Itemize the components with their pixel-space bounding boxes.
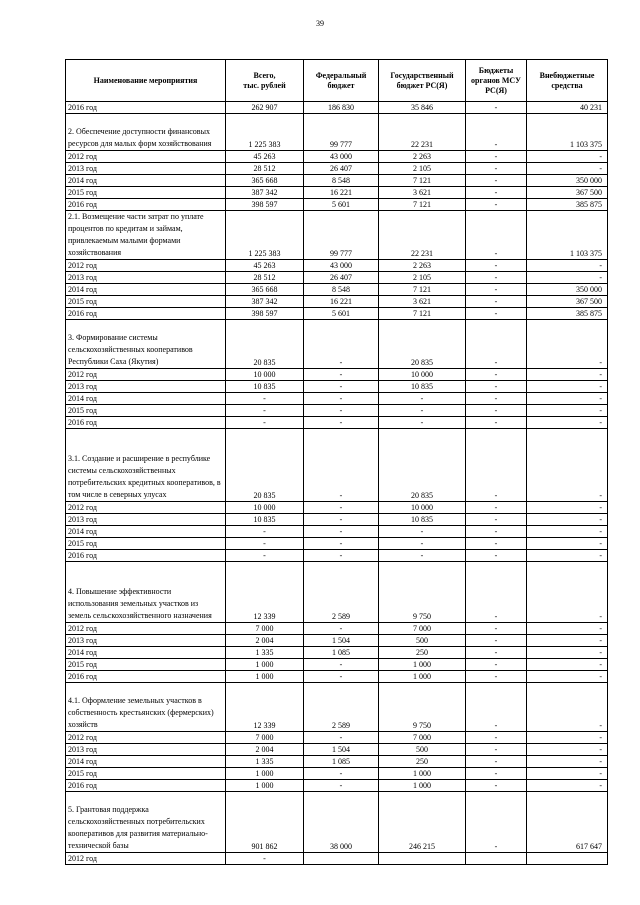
row-state: 3 621	[379, 187, 466, 199]
row-total: 387 342	[226, 187, 304, 199]
row-total: 12 339	[226, 562, 304, 623]
row-total: -	[226, 417, 304, 429]
row-federal: 38 000	[304, 792, 379, 853]
row-msu: -	[466, 550, 527, 562]
row-msu: -	[466, 659, 527, 671]
row-state: 20 835	[379, 320, 466, 369]
row-extra: -	[527, 393, 608, 405]
row-extra: -	[527, 381, 608, 393]
row-name: 3.1. Создание и расширение в республике системы сельскохозяйственных потребительских кредитных кооперативов, в том числе в северных улусах	[66, 429, 226, 502]
row-name: 2013 год	[66, 272, 226, 284]
row-total: 10 835	[226, 514, 304, 526]
row-total: 1 335	[226, 647, 304, 659]
row-name: 2016 год	[66, 102, 226, 114]
row-name: 2013 год	[66, 514, 226, 526]
measure-row	[66, 792, 608, 853]
row-total: 398 597	[226, 308, 304, 320]
row-extra: -	[527, 320, 608, 369]
row-extra: -	[527, 538, 608, 550]
row-total: -	[226, 853, 304, 865]
row-name: 2015 год	[66, 768, 226, 780]
row-extra: -	[527, 768, 608, 780]
row-msu: -	[466, 429, 527, 502]
year-row	[66, 199, 608, 211]
row-extra: 617 647	[527, 792, 608, 853]
row-federal: 8 548	[304, 175, 379, 187]
row-federal: -	[304, 405, 379, 417]
year-row	[66, 308, 608, 320]
year-row	[66, 381, 608, 393]
row-name: 2015 год	[66, 538, 226, 550]
row-federal: 16 221	[304, 187, 379, 199]
row-federal: 2 589	[304, 562, 379, 623]
row-msu: -	[466, 393, 527, 405]
row-total: 28 512	[226, 272, 304, 284]
row-name: 2012 год	[66, 151, 226, 163]
row-msu: -	[466, 284, 527, 296]
row-state: -	[379, 526, 466, 538]
row-name: 2012 год	[66, 623, 226, 635]
row-msu: -	[466, 211, 527, 260]
row-total: -	[226, 405, 304, 417]
row-msu: -	[466, 792, 527, 853]
header-total: Всего, тыс. рублей	[226, 60, 304, 102]
row-total: 1 225 383	[226, 114, 304, 151]
row-federal: -	[304, 369, 379, 381]
row-federal: 1 504	[304, 635, 379, 647]
row-extra: -	[527, 550, 608, 562]
row-state: 22 231	[379, 211, 466, 260]
row-msu: -	[466, 381, 527, 393]
row-extra: -	[527, 502, 608, 514]
row-federal: -	[304, 417, 379, 429]
row-name: 2012 год	[66, 369, 226, 381]
row-federal: 8 548	[304, 284, 379, 296]
row-name: 2014 год	[66, 526, 226, 538]
row-state: 7 000	[379, 732, 466, 744]
row-total: 2 004	[226, 744, 304, 756]
year-row	[66, 175, 608, 187]
row-federal	[304, 853, 379, 865]
row-total: 7 000	[226, 623, 304, 635]
row-federal: 5 601	[304, 308, 379, 320]
header-msu: Бюджеты органов МСУ РС(Я)	[466, 60, 527, 102]
row-name: 2016 год	[66, 308, 226, 320]
row-total: 12 339	[226, 683, 304, 732]
row-msu: -	[466, 369, 527, 381]
table-body	[66, 102, 608, 865]
year-row	[66, 405, 608, 417]
row-msu: -	[466, 780, 527, 792]
row-extra: -	[527, 417, 608, 429]
row-total: 1 000	[226, 768, 304, 780]
row-state: 1 000	[379, 768, 466, 780]
row-state: 10 000	[379, 369, 466, 381]
header-name: Наименование мероприятия	[66, 60, 226, 102]
row-msu: -	[466, 151, 527, 163]
row-state: 7 121	[379, 284, 466, 296]
row-name: 2015 год	[66, 296, 226, 308]
row-state: 2 105	[379, 163, 466, 175]
year-row	[66, 296, 608, 308]
row-extra: -	[527, 671, 608, 683]
row-total: 365 668	[226, 175, 304, 187]
row-federal: -	[304, 732, 379, 744]
measure-row	[66, 211, 608, 260]
year-row	[66, 635, 608, 647]
row-federal: -	[304, 320, 379, 369]
row-name: 2014 год	[66, 393, 226, 405]
row-total: 10 835	[226, 381, 304, 393]
row-state: 2 105	[379, 272, 466, 284]
row-federal: -	[304, 780, 379, 792]
row-state: 2 263	[379, 260, 466, 272]
row-extra: -	[527, 272, 608, 284]
row-msu: -	[466, 320, 527, 369]
row-federal: 43 000	[304, 151, 379, 163]
year-row	[66, 671, 608, 683]
row-state	[379, 853, 466, 865]
row-federal: -	[304, 671, 379, 683]
row-state: 3 621	[379, 296, 466, 308]
row-total: 1 335	[226, 756, 304, 768]
row-federal: 26 407	[304, 272, 379, 284]
row-federal: -	[304, 381, 379, 393]
row-total: 1 000	[226, 780, 304, 792]
row-extra: -	[527, 647, 608, 659]
row-total: -	[226, 393, 304, 405]
row-name: 2016 год	[66, 550, 226, 562]
row-total: 10 000	[226, 502, 304, 514]
measure-row	[66, 114, 608, 151]
measure-row	[66, 320, 608, 369]
row-msu: -	[466, 635, 527, 647]
row-name: 2. Обеспечение доступности финансовых ресурсов для малых форм хозяйствования	[66, 114, 226, 151]
row-total: 45 263	[226, 151, 304, 163]
row-extra: -	[527, 562, 608, 623]
year-row	[66, 393, 608, 405]
row-state: 500	[379, 635, 466, 647]
row-name: 2015 год	[66, 187, 226, 199]
row-total: -	[226, 550, 304, 562]
row-total: 2 004	[226, 635, 304, 647]
year-row	[66, 260, 608, 272]
year-row	[66, 502, 608, 514]
year-row	[66, 768, 608, 780]
row-name: 3. Формирование системы сельскохозяйственных кооперативов Республики Саха (Якутия)	[66, 320, 226, 369]
row-federal: 5 601	[304, 199, 379, 211]
row-msu: -	[466, 260, 527, 272]
row-federal: 1 085	[304, 756, 379, 768]
row-federal: 1 085	[304, 647, 379, 659]
row-msu: -	[466, 562, 527, 623]
year-row	[66, 526, 608, 538]
row-extra	[527, 853, 608, 865]
row-extra: -	[527, 260, 608, 272]
row-state: 2 263	[379, 151, 466, 163]
row-extra: -	[527, 163, 608, 175]
row-state: 1 000	[379, 780, 466, 792]
row-msu: -	[466, 308, 527, 320]
row-federal: -	[304, 514, 379, 526]
row-name: 2016 год	[66, 780, 226, 792]
row-federal: -	[304, 623, 379, 635]
row-total: 1 000	[226, 659, 304, 671]
row-extra: -	[527, 732, 608, 744]
row-federal: 16 221	[304, 296, 379, 308]
row-name: 2014 год	[66, 284, 226, 296]
year-row	[66, 659, 608, 671]
row-state: -	[379, 550, 466, 562]
year-row	[66, 550, 608, 562]
year-row	[66, 417, 608, 429]
row-federal: 26 407	[304, 163, 379, 175]
row-extra: -	[527, 744, 608, 756]
row-extra: -	[527, 369, 608, 381]
year-row	[66, 369, 608, 381]
row-state: -	[379, 538, 466, 550]
row-name: 2013 год	[66, 163, 226, 175]
row-name: 2013 год	[66, 381, 226, 393]
row-msu: -	[466, 417, 527, 429]
row-extra: -	[527, 151, 608, 163]
row-state: 250	[379, 647, 466, 659]
row-name: 2013 год	[66, 635, 226, 647]
row-state: -	[379, 393, 466, 405]
year-row	[66, 623, 608, 635]
row-federal: 1 504	[304, 744, 379, 756]
year-row	[66, 272, 608, 284]
row-federal: -	[304, 526, 379, 538]
row-msu: -	[466, 732, 527, 744]
year-row	[66, 102, 608, 114]
row-msu: -	[466, 756, 527, 768]
row-federal: 99 777	[304, 211, 379, 260]
row-msu: -	[466, 272, 527, 284]
row-state: -	[379, 405, 466, 417]
row-state: 250	[379, 756, 466, 768]
row-federal: -	[304, 538, 379, 550]
row-extra: 1 103 375	[527, 114, 608, 151]
row-extra: -	[527, 514, 608, 526]
header-extra: Внебюджетные средства	[527, 60, 608, 102]
year-row	[66, 514, 608, 526]
row-federal: -	[304, 393, 379, 405]
row-msu: -	[466, 405, 527, 417]
year-row	[66, 538, 608, 550]
row-extra: -	[527, 429, 608, 502]
funding-table	[65, 59, 608, 865]
row-state: 10 835	[379, 514, 466, 526]
row-name: 2013 год	[66, 744, 226, 756]
row-extra: 367 500	[527, 187, 608, 199]
row-state: 9 750	[379, 683, 466, 732]
year-row	[66, 647, 608, 659]
year-row	[66, 163, 608, 175]
row-state: 500	[379, 744, 466, 756]
row-state: 246 215	[379, 792, 466, 853]
row-name: 5. Грантовая поддержка сельскохозяйственных потребительских кооперативов для развития материально-технической базы	[66, 792, 226, 853]
row-federal: 186 830	[304, 102, 379, 114]
row-state: -	[379, 417, 466, 429]
year-row	[66, 187, 608, 199]
row-state: 7 121	[379, 175, 466, 187]
row-name: 4.1. Оформление земельных участков в собственность крестьянских (фермерских) хозяйств	[66, 683, 226, 732]
row-state: 35 846	[379, 102, 466, 114]
row-msu: -	[466, 199, 527, 211]
row-extra: -	[527, 659, 608, 671]
row-name: 2014 год	[66, 175, 226, 187]
row-msu: -	[466, 502, 527, 514]
measure-row	[66, 429, 608, 502]
row-name: 2012 год	[66, 502, 226, 514]
row-extra: -	[527, 635, 608, 647]
row-extra: -	[527, 526, 608, 538]
row-msu: -	[466, 102, 527, 114]
year-row	[66, 853, 608, 865]
year-row	[66, 744, 608, 756]
row-extra: -	[527, 756, 608, 768]
row-total: 1 225 383	[226, 211, 304, 260]
row-total: 20 835	[226, 429, 304, 502]
row-total: 365 668	[226, 284, 304, 296]
row-federal: -	[304, 768, 379, 780]
row-state: 9 750	[379, 562, 466, 623]
row-name: 2012 год	[66, 853, 226, 865]
row-state: 20 835	[379, 429, 466, 502]
row-federal: -	[304, 659, 379, 671]
row-msu: -	[466, 514, 527, 526]
row-total: 45 263	[226, 260, 304, 272]
row-extra: 1 103 375	[527, 211, 608, 260]
row-total: -	[226, 526, 304, 538]
row-name: 4. Повышение эффективности использования земельных участков из земель сельскохозяйственного назначения	[66, 562, 226, 623]
page-number: 39	[316, 19, 324, 28]
header-state: Государственный бюджет РС(Я)	[379, 60, 466, 102]
row-total: -	[226, 538, 304, 550]
row-federal: 2 589	[304, 683, 379, 732]
row-total: 901 862	[226, 792, 304, 853]
row-total: 20 835	[226, 320, 304, 369]
year-row	[66, 732, 608, 744]
row-msu: -	[466, 647, 527, 659]
measure-row	[66, 562, 608, 623]
row-federal: -	[304, 429, 379, 502]
year-row	[66, 780, 608, 792]
row-extra: -	[527, 683, 608, 732]
row-extra: 40 231	[527, 102, 608, 114]
row-state: 1 000	[379, 671, 466, 683]
row-msu: -	[466, 538, 527, 550]
row-state: 10 835	[379, 381, 466, 393]
row-state: 22 231	[379, 114, 466, 151]
year-row	[66, 756, 608, 768]
row-name: 2015 год	[66, 659, 226, 671]
row-msu: -	[466, 187, 527, 199]
row-federal: 43 000	[304, 260, 379, 272]
year-row	[66, 151, 608, 163]
row-total: 1 000	[226, 671, 304, 683]
row-msu: -	[466, 175, 527, 187]
row-total: 10 000	[226, 369, 304, 381]
row-name: 2.1. Возмещение части затрат по уплате процентов по кредитам и займам, привлекаемым малыми формами хозяйствования	[66, 211, 226, 260]
row-name: 2016 год	[66, 671, 226, 683]
row-extra: -	[527, 780, 608, 792]
row-extra: 350 000	[527, 284, 608, 296]
year-row	[66, 284, 608, 296]
row-name: 2016 год	[66, 417, 226, 429]
row-total: 7 000	[226, 732, 304, 744]
row-extra: 367 500	[527, 296, 608, 308]
row-name: 2015 год	[66, 405, 226, 417]
row-total: 398 597	[226, 199, 304, 211]
row-msu: -	[466, 623, 527, 635]
row-extra: 385 875	[527, 199, 608, 211]
row-state: 7 121	[379, 199, 466, 211]
row-extra: 350 000	[527, 175, 608, 187]
row-msu: -	[466, 683, 527, 732]
row-msu: -	[466, 114, 527, 151]
row-federal: -	[304, 550, 379, 562]
header-federal: Федеральный бюджет	[304, 60, 379, 102]
row-msu: -	[466, 526, 527, 538]
row-msu: -	[466, 296, 527, 308]
row-state: 7 121	[379, 308, 466, 320]
row-msu: -	[466, 163, 527, 175]
row-name: 2016 год	[66, 199, 226, 211]
row-name: 2012 год	[66, 732, 226, 744]
row-msu: -	[466, 671, 527, 683]
row-federal: 99 777	[304, 114, 379, 151]
row-msu: -	[466, 744, 527, 756]
row-msu	[466, 853, 527, 865]
row-extra: -	[527, 405, 608, 417]
row-extra: 385 875	[527, 308, 608, 320]
row-total: 387 342	[226, 296, 304, 308]
row-name: 2014 год	[66, 756, 226, 768]
row-state: 7 000	[379, 623, 466, 635]
row-total: 262 907	[226, 102, 304, 114]
row-extra: -	[527, 623, 608, 635]
table-header-row	[66, 60, 608, 102]
row-state: 10 000	[379, 502, 466, 514]
row-name: 2012 год	[66, 260, 226, 272]
measure-row	[66, 683, 608, 732]
row-total: 28 512	[226, 163, 304, 175]
row-federal: -	[304, 502, 379, 514]
row-name: 2014 год	[66, 647, 226, 659]
row-msu: -	[466, 768, 527, 780]
row-state: 1 000	[379, 659, 466, 671]
